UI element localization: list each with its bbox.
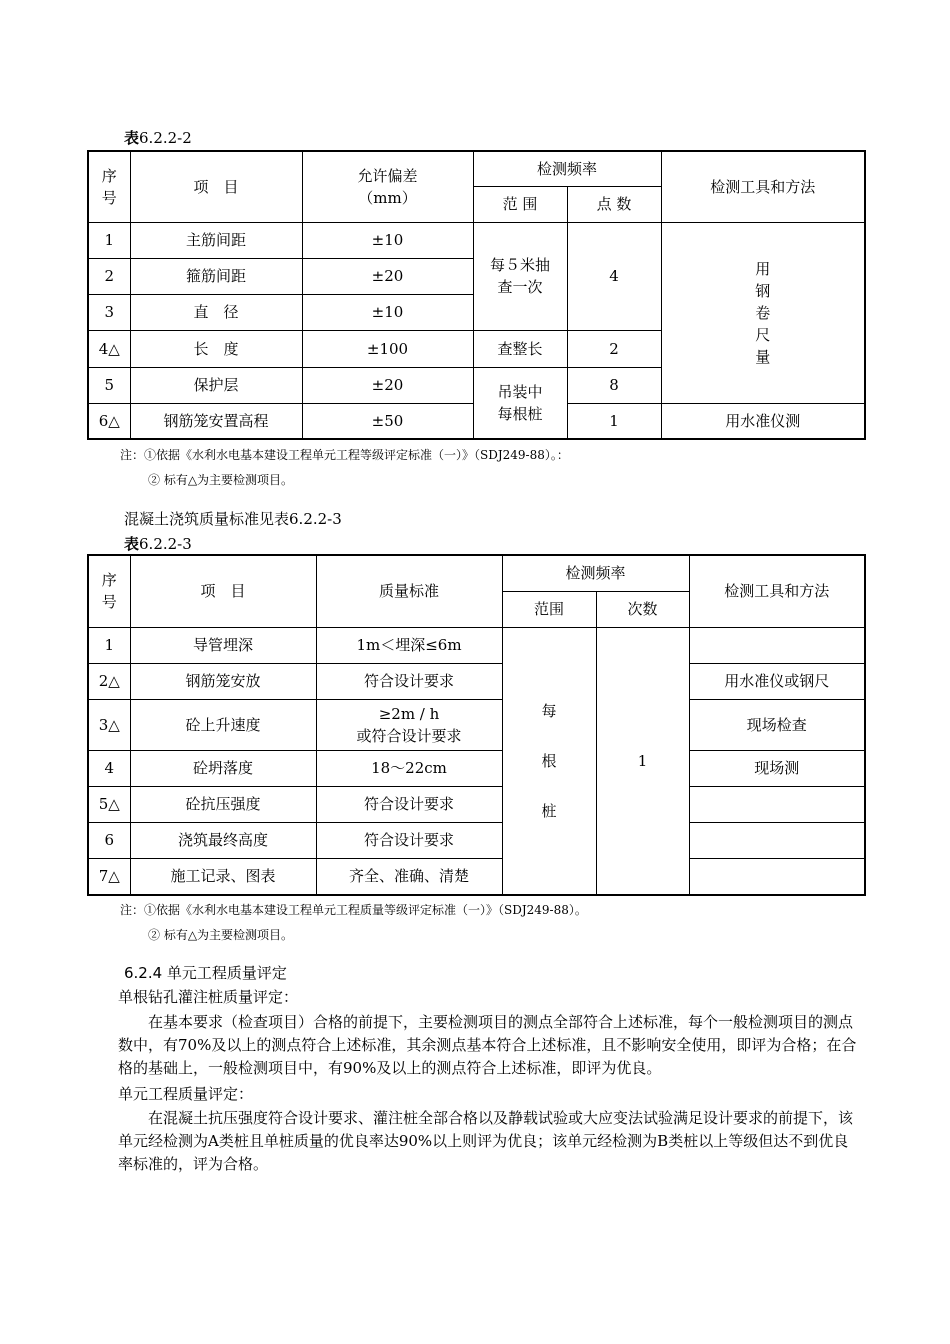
row-standard: 符合设计要求 [316, 822, 502, 858]
row-no: 5 [88, 367, 130, 403]
t1-header-seq: 序 号 [88, 151, 130, 222]
row-tolerance: ±20 [302, 258, 473, 294]
section-paragraph-1: 在基本要求（检查项目）合格的前提下，主要检测项目的测点全部符合上述标准，每个一般检测项目的测点数中，有70%及以上的测点符合上述标准，其余测点基本符合上述标准，且不影响安全使用，即评为合格；在合格的基础上，一般检测项目中，有90%及以上的测点符合上述标准，即评为优良。 [118, 1013, 857, 1077]
t1-header-item: 项 目 [130, 151, 302, 222]
t2-header-range: 范围 [502, 591, 596, 627]
row-no: 1 [88, 222, 130, 258]
row-tolerance: ±100 [302, 330, 473, 367]
row-tolerance: ±10 [302, 222, 473, 258]
row-item: 主筋间距 [130, 222, 302, 258]
table2-caption: 表6.2.2-3 [124, 535, 192, 553]
row-item: 直 径 [130, 294, 302, 330]
t2-header-item: 项 目 [130, 555, 316, 627]
row-standard: 18～22cm [316, 750, 502, 786]
row-tool [689, 858, 865, 895]
row-standard: 齐全、准确、清楚 [316, 858, 502, 895]
row-tool [689, 627, 865, 663]
row-no: 3 [88, 294, 130, 330]
row-standard: 符合设计要求 [316, 663, 502, 699]
row-no: 3△ [88, 699, 130, 750]
row-item: 砼抗压强度 [130, 786, 316, 822]
t2-header-frequency: 检测频率 [502, 555, 689, 591]
note1-line2: ② 标有△为主要检测项目。 [148, 473, 294, 487]
row-no: 5△ [88, 786, 130, 822]
row-item: 砼坍落度 [130, 750, 316, 786]
row-standard: 符合设计要求 [316, 786, 502, 822]
table1-caption: 表6.2.2-2 [124, 129, 192, 147]
table-row [88, 858, 865, 895]
t1-points-row-5: 8 [567, 367, 661, 403]
t1-tool-rows-1-5: 用 钢 卷 尺 量 [661, 222, 865, 403]
table-row [88, 786, 865, 822]
table-row [88, 663, 865, 699]
row-tool: 现场检查 [689, 699, 865, 750]
row-item: 长 度 [130, 330, 302, 367]
section-paragraph-2: 在混凝土抗压强度符合设计要求、灌注桩全部合格以及静载试验或大应变法试验满足设计要求的前提下，该单元经检测为A类桩且单桩质量的优良率达90%以上则评为优良；该单元经检测为B类桩以上等级但达不到优良率标准的，评为合格。 [118, 1109, 854, 1173]
t1-points-row-6: 1 [567, 403, 661, 439]
row-item: 保护层 [130, 367, 302, 403]
table-row [88, 822, 865, 858]
table2 [87, 554, 866, 896]
t1-range-rows-1-3: 每５米抽 查一次 [473, 222, 567, 330]
table-row [88, 699, 865, 750]
row-no: 2 [88, 258, 130, 294]
row-no: 7△ [88, 858, 130, 895]
t1-header-range: 范 围 [473, 186, 567, 222]
t1-header-tool: 检测工具和方法 [661, 151, 865, 222]
t2-header-seq: 序 号 [88, 555, 130, 627]
row-no: 4△ [88, 330, 130, 367]
row-standard: ≥2m / h 或符合设计要求 [316, 699, 502, 750]
note2-line1: 注：①依据《水利水电基本建设工程单元工程质量等级评定标准（一）》（SDJ249-88）。 [120, 903, 587, 917]
row-tool [689, 822, 865, 858]
row-item: 箍筋间距 [130, 258, 302, 294]
row-no: 6 [88, 822, 130, 858]
table-row [88, 222, 865, 258]
t2-header-standard: 质量标准 [316, 555, 502, 627]
row-item: 施工记录、图表 [130, 858, 316, 895]
t1-tool-row-6: 用水准仪测 [661, 403, 865, 439]
row-item: 砼上升速度 [130, 699, 316, 750]
row-item: 钢筋笼安放 [130, 663, 316, 699]
table-row [88, 627, 865, 663]
note1-line1: 注：①依据《水利水电基本建设工程单元工程等级评定标准（一）》（SDJ249-88）。： [120, 448, 569, 462]
t1-header-points: 点 数 [567, 186, 661, 222]
t2-range-all-rows: 每 根 桩 [502, 627, 596, 895]
row-tolerance: ±10 [302, 294, 473, 330]
t1-header-frequency: 检测频率 [473, 151, 661, 186]
row-item: 浇筑最终高度 [130, 822, 316, 858]
table2-intro: 混凝土浇筑质量标准见表6.2.2-3 [124, 510, 342, 528]
t2-header-count: 次数 [596, 591, 689, 627]
t2-count-all-rows: 1 [596, 627, 689, 895]
row-tolerance: ±20 [302, 367, 473, 403]
t1-range-rows-5-6: 吊装中 每根桩 [473, 367, 567, 439]
section-subheading-1: 单根钻孔灌注桩质量评定： [118, 988, 299, 1006]
section-heading: 6.2.4 单元工程质量评定 [124, 964, 287, 982]
row-tool: 用水准仪或钢尺 [689, 663, 865, 699]
row-no: 1 [88, 627, 130, 663]
row-no: 6△ [88, 403, 130, 439]
note2-line2: ② 标有△为主要检测项目。 [148, 928, 294, 942]
row-tool: 现场测 [689, 750, 865, 786]
t1-points-row-4: 2 [567, 330, 661, 367]
section-subheading-2: 单元工程质量评定： [118, 1085, 254, 1103]
t1-range-row-4: 查整长 [473, 330, 567, 367]
row-tolerance: ±50 [302, 403, 473, 439]
row-item: 钢筋笼安置高程 [130, 403, 302, 439]
table1 [87, 150, 866, 440]
t1-points-rows-1-3: 4 [567, 222, 661, 330]
row-no: 2△ [88, 663, 130, 699]
row-standard: 1m＜埋深≤6m [316, 627, 502, 663]
table-row [88, 750, 865, 786]
row-item: 导管埋深 [130, 627, 316, 663]
row-no: 4 [88, 750, 130, 786]
t1-header-tolerance: 允许偏差 （mm） [302, 151, 473, 222]
t2-header-tool: 检测工具和方法 [689, 555, 865, 627]
row-tool [689, 786, 865, 822]
